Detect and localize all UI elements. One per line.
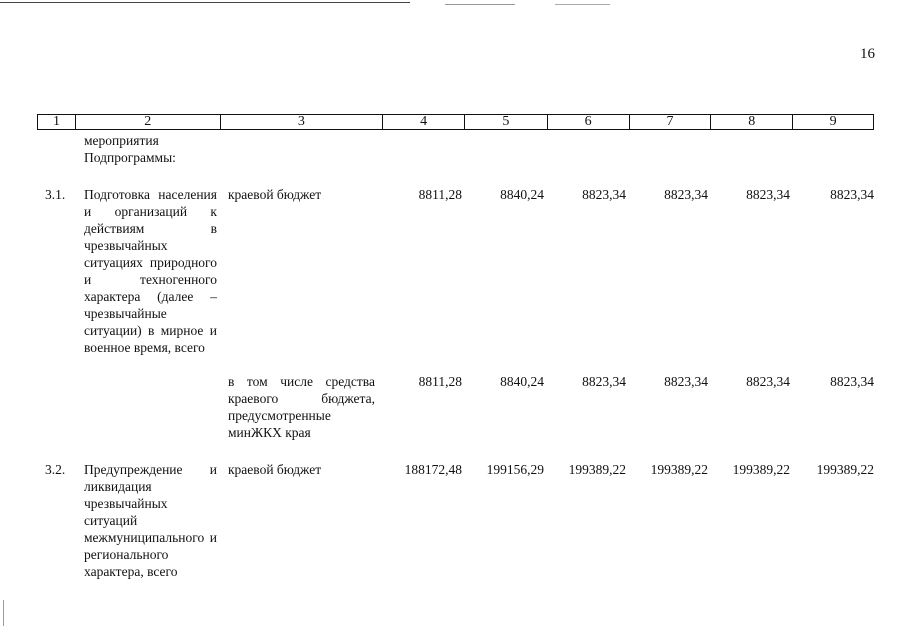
row-description: Предупреждение и ликвидация чрезвычайных ситуаций межмуниципального и регионального характера, всего bbox=[84, 462, 217, 579]
row-value-col5: 8840,24 bbox=[500, 374, 544, 389]
row-value-col6: 199389,22 bbox=[568, 462, 626, 477]
column-header-4: 4 bbox=[383, 115, 465, 129]
row-value-col8: 8823,34 bbox=[746, 187, 790, 202]
row-funding-source: краевой бюджет bbox=[228, 462, 322, 477]
row-value-col9: 8823,34 bbox=[830, 374, 874, 389]
scan-artifact-mark bbox=[3, 600, 4, 626]
row-funding-source: краевой бюджет bbox=[228, 187, 322, 202]
row-value-col8: 199389,22 bbox=[732, 462, 790, 477]
row-value-col7: 8823,34 bbox=[664, 187, 708, 202]
row-value-col5: 8840,24 bbox=[500, 187, 544, 202]
row-value-col9: 8823,34 bbox=[830, 187, 874, 202]
column-header-6: 6 bbox=[548, 115, 630, 129]
column-header-8: 8 bbox=[711, 115, 793, 129]
row-value-col7: 8823,34 bbox=[664, 374, 708, 389]
continuation-text: мероприятия Подпрограммы: bbox=[84, 133, 176, 165]
page-number: 16 bbox=[860, 46, 875, 62]
row-funding-source: в том числе средства краевого бюджета, предусмотренные минЖКХ края bbox=[228, 374, 375, 440]
row-value-col4: 8811,28 bbox=[418, 374, 462, 389]
column-header-3: 3 bbox=[221, 115, 384, 129]
row-code: 3.1. bbox=[45, 187, 66, 202]
column-header-1: 1 bbox=[38, 115, 76, 129]
scan-artifact-line bbox=[445, 4, 515, 5]
row-description: Подготовка населения и организаций к действиям в чрезвычайных ситуациях природного и техногенного характера (далее – чрезвычайные ситуации) в мирное и военное время, всего bbox=[84, 187, 217, 355]
column-header-5: 5 bbox=[465, 115, 548, 129]
row-value-col7: 199389,22 bbox=[650, 462, 708, 477]
row-code: 3.2. bbox=[45, 462, 66, 477]
row-value-col4: 188172,48 bbox=[404, 462, 462, 477]
row-value-col9: 199389,22 bbox=[816, 462, 874, 477]
column-header-7: 7 bbox=[630, 115, 712, 129]
row-value-col6: 8823,34 bbox=[582, 374, 626, 389]
row-value-col5: 199156,29 bbox=[486, 462, 544, 477]
scan-artifact-line bbox=[0, 2, 410, 3]
column-header-9: 9 bbox=[829, 114, 837, 129]
row-value-col6: 8823,34 bbox=[582, 187, 626, 202]
column-header-2: 2 bbox=[76, 115, 221, 129]
scan-artifact-line bbox=[555, 4, 610, 5]
row-value-col4: 8811,28 bbox=[418, 187, 462, 202]
row-value-col8: 8823,34 bbox=[746, 374, 790, 389]
table-header-row bbox=[37, 114, 874, 130]
